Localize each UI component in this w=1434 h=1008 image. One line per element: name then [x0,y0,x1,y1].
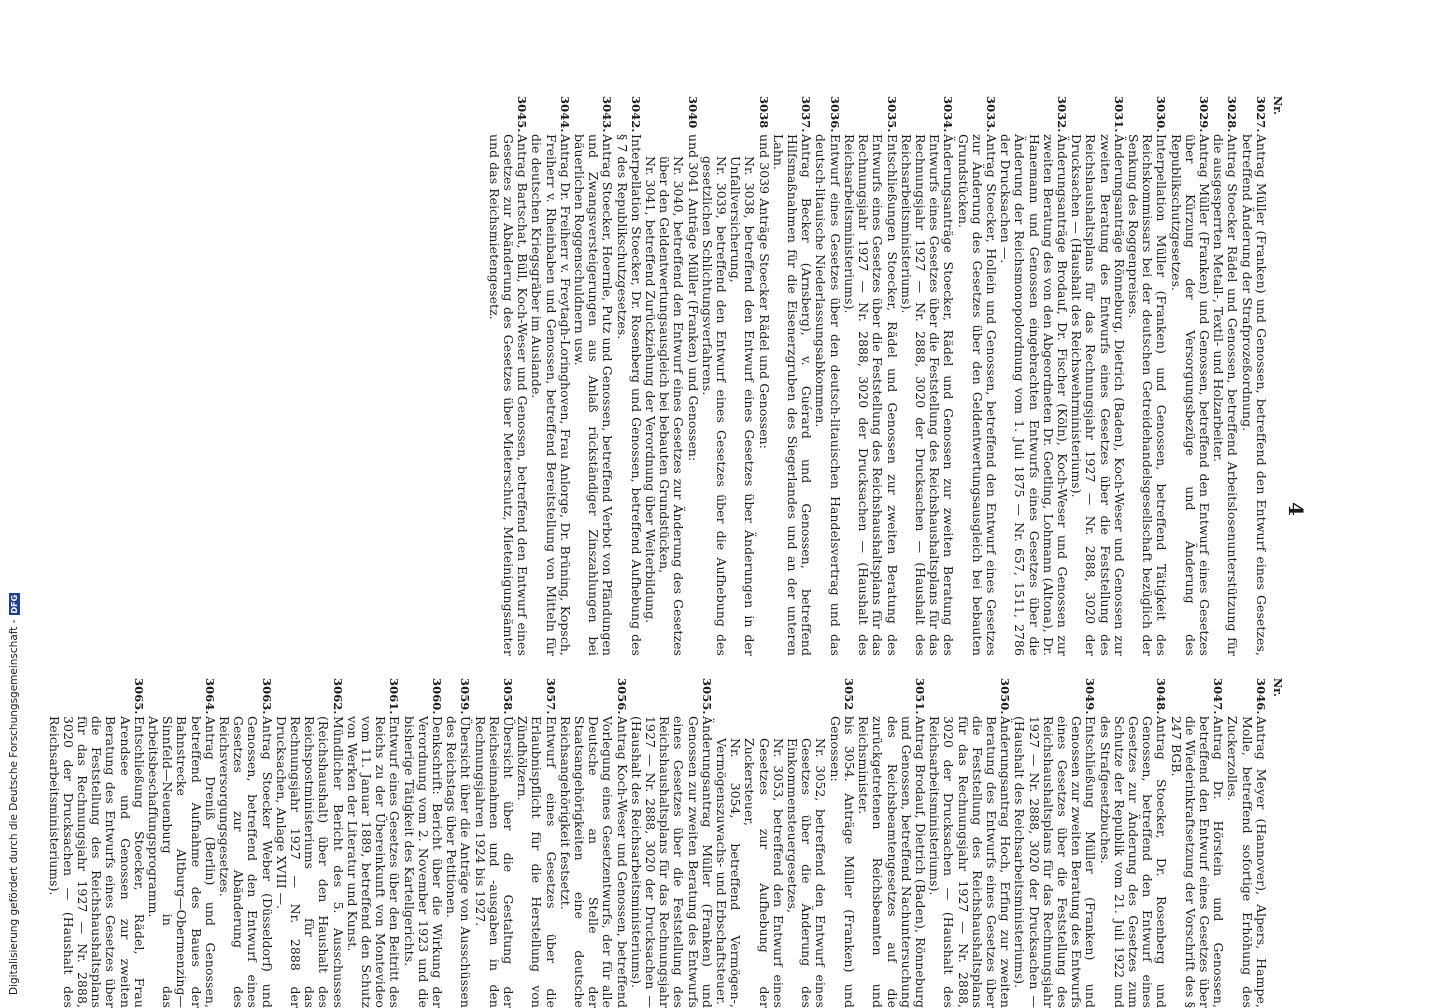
entry-number: 3052 [841,678,856,711]
entry-text: Antrag Stoecker Weber (Düsseldorf) und Genossen, betreffend den Entwurf eines Gesetzes zur Abänderung des Reichsversorgungsgesetzes. [216,716,275,1008]
entry [1168,678,1225,1008]
entry-number: 3036. [827,96,842,133]
entry [927,678,1012,1008]
right-column [46,678,1284,1008]
entry-text: Antrag Dr. Hörstein und Genossen, betreffend den Entwurf eines Gesetzes über die Wiederinkraftsetzung der Vorschrift des § 247 BGB. [1168,716,1227,1008]
entry-number: 3047. [1211,678,1226,715]
entry [529,96,572,656]
entry-text: Antrag Stoecker Rädel und Genossen, betreffend Arbeitslosenunterstützung für die ausgesperrten Metall-, Textil- und Holzarbeiter. [1211,134,1241,656]
entry-text: Antrag Meyer (Hannover), Alpers, Hampe, Molle, betreffend sofortige Erhöhung des Zuckerzolles. [1225,716,1269,1008]
entry-number: 3043. [600,96,615,133]
entry-number: 3050. [998,678,1013,715]
entry-text: Entschließung Stoecker, Rädel, Frau Arendsee und Genossen zur zweiten Beratung des Entwurfs eines Gesetzes über die Feststellung des Reichshaushaltsplans für das Rechnungsjahr 1927 — Nr. 2888, 3020 der Drucksachen — (Haushalt des Reichsarbeitsministeriums). [46,716,147,1008]
entry-text: Antrag Stoecker, Dr. Rosenberg und Genossen, betreffend den Entwurf eines Gesetzes zur Änderung des Gesetzes zum Schutze der Republik vom 21. Juli 1922 und des Strafgesetzbuches. [1097,716,1170,1008]
entry-subitem: Nr. 3039, betreffend den Entwurf eines Gesetzes über die Aufhebung des gesetzlichen Schlichtungsverfahrens. [699,156,730,656]
entry [828,678,856,1008]
footer-text: Digitalisierung gefördert durch die Deutsche Forschungsgemeinschaft - [8,619,20,995]
entry [813,96,841,656]
entry-subitem: Nr. 3041, betreffend Zurückziehung der Verordnung über Weiterbildung. [643,156,659,624]
entry [756,96,770,656]
entry [842,96,899,656]
entry-text: Antrag Bartschat, Büll, Koch-Weser und Genossen, betreffend den Entwurf eines Gesetzes zur Abänderung des Gesetzes über Mieterschutz, Mieteinigungsämter und das Reichsmietengesetz. [486,134,531,656]
entry [515,678,558,1008]
entry-text: Antrag Brodauf, Dietrich (Baden), Rönneburg und Genossen, betreffend Nachuntersuchung des Reichsbeamtengesetzes auf die zurückgetretenen Reichsbeamten und Reichsminister. [856,716,928,1008]
column-header: Nr. [1271,96,1284,115]
entry [558,678,629,1008]
entry-number: 3064. [202,678,217,715]
entry-number: 3060. [430,678,445,715]
entry [955,96,998,656]
entry-text: Übersicht über die Anträge von Ausschüssen des Reichstags über Petitionen. [444,716,474,1008]
entry-subitem: Nr. 3054, betreffend Vermögen-, Vermögenszuwachs- und Erbschaftsteuer. [714,738,744,1008]
entry [345,678,402,1008]
entry-number: 3040 [685,96,700,129]
entry-subitem: Nr. 3040, betreffend den Entwurf eines Gesetzes zur Änderung des Gesetzes über den Geldentwertungsausgleich bei bebauten Grundstücken, [657,156,687,656]
entry-text: Antrag Stoecker, Hoernle, Putz und Genossen, betreffend Verbot von Pfändungen und Zwangsversteigerungen aus Anlaß rückständiger Zinszahlungen bei bäuerlichen Roggenschuldnern usw. [572,134,616,656]
entry-number: 3063. [259,678,274,715]
entry-subitem: Nr. 3052, betreffend den Entwurf eines Gesetzes über die Änderung des Einkommensteuergesetzes, [785,738,829,1008]
entry-text: Denkschrift: Bericht über die Wirkung der Verordnung vom 2. November 1923 und die bisherige Tätigkeit des Kartellgerichts. [401,716,446,1008]
entry-number: 3038 [756,96,771,129]
entry-text: Änderungsanträge Brodauf, Dr. Fischer (Köln), Koch-Weser und Genossen zur zweiten Beratung des von den Abgeordneten Dr. Goetling, Lohmann (Altona), Dr. Hanemann und Genossen eingebrachten Entwurfs eines Gesetzes über die Änderung der Reichsmonopolordnung vom 1. Juli 1875 — Nr. 657, 1511, 2786 der Drucksachen —. [998,134,1070,656]
entry-text: Mündlicher Bericht des 5. Ausschusses (Reichshaushalt) über den Haushalt des Reichspostministeriums für das Rechnungsjahr 1927 — Nr. 2888 der Drucksachen, Anlage XVIII —. [273,716,346,1008]
entry-number: 3045. [515,96,530,133]
entry [1168,96,1211,656]
entry-text: Antrag Stoecker, Hollein und Genossen, betreffend den Entwurf eines Gesetzes zur Änderung des Gesetzes über den Geldentwertungsausgleich bei bebauten Grundstücken. [955,134,999,656]
entry [1126,96,1169,656]
entry-text: Entwurf eines Gesetzes über die Erlaubnispflicht für die Herstellung von Zündhölzern. [515,716,559,1008]
entry-number: 3059. [458,678,473,715]
entry [685,96,699,656]
entry [1225,678,1268,1008]
entry-text: Entschließung Müller (Franken) und Genossen zur zweiten Beratung des Entwurfs eines Gesetzes über die Feststellung des Reichshaushaltsplans für das Rechnungsjahr 1927 — Nr. 2888, 3020 der Drucksachen — (Haushalt des Reichsarbeitsministeriums). [1012,716,1099,1008]
entry-text: Entwurf eines Gesetzes über den deutsch-litauischen Handelsvertrag und das deutsch-litauische Niederlassungsabkommen. [813,134,843,656]
entry-text: Entwurf eines Gesetzes über den Beitritt des Reichs zu der Übereinkunft von Montevideo vom 11. Januar 1889, betreffend den Schutz von Werken der Literatur und Kunst. [344,716,403,1008]
entry-text: Antrag Koch-Weser und Genossen, betreffend Vorlegung eines Gesetzentwurfs, der für alle Deutsche an Stelle der Staatsangehörigkeiten eine deutsche Reichsangehörigkeit festsetzt. [557,716,630,1008]
entry-number: 3048. [1154,678,1169,715]
entry [46,678,145,1008]
entry-number: 3051. [912,678,927,715]
entry [856,678,927,1008]
entry [1239,96,1267,656]
entry-number: 3027. [1253,96,1268,133]
entry [572,96,615,656]
entry-text: Änderungsantrag Hoch, Erfing zur zweiten Beratung des Entwurfs eines Gesetzes über die Feststellung des Reichshaushaltsplans für das Rechnungsjahr 1927 — Nr. 2888, 3020 der Drucksachen — (Haushalt des Reichsarbeitsministeriums). [927,716,1014,1008]
entry-text: und 3041 Anträge Müller (Franken) und Genossen: [685,134,701,462]
page-number: 4 [1284,502,1308,516]
entry-text: Antrag Müller (Franken) und Genossen, betreffend den Entwurf eines Gesetzes über Kürzung der Versorgungsbezüge und Änderung des Republikschutzgesetzes. [1168,134,1212,656]
entry [401,678,444,1008]
entry [629,678,714,1008]
entry-number: 3046. [1253,678,1268,715]
entry-text: Übersicht über die Gestaltung der Reichseinnahmen und -ausgaben in den Rechnungsjahren 1924 bis 1927. [472,716,517,1008]
entry-number: 3065. [131,678,146,715]
entry-number: 3033. [983,96,998,133]
entry-number: 3031. [1111,96,1126,133]
entry [1211,96,1239,656]
document-page [46,96,1308,1008]
entry [998,96,1069,656]
entry-text: und 3039 Anträge Stoecker Rädel und Genossen: [756,134,772,449]
entry [444,678,472,1008]
entry-number: 3044. [557,96,572,133]
entry-text: Änderungsanträge Rönneburg, Dietrich (Baden), Koch-Weser und Genossen zur zweiten Beratung des Entwurfs eines Gesetzes über die Feststellung des Reichshaushaltsplans für das Rechnungsjahr 1927 — Nr. 2888, 3020 der Drucksachen — (Haushalt des Reichswehrministeriums). [1069,134,1127,656]
entry-text: Antrag Dreniß (Berlin) und Genossen, betreffend Aufnahme des Baues der Bahnstrecke Altburg—Obermenzing—Sinnfeld—Neuenburg in das Arbeitsbeschaffungsprogramm. [145,716,218,1008]
entry [614,96,642,656]
entry-number: 3037. [799,96,814,133]
entry-number: 3062. [330,678,345,715]
entry [472,678,515,1008]
entry-text: Interpellation Stoecker, Dr. Rosenberg und Genossen, betreffend Aufhebung des § 7 des Republikschutzgesetzes. [614,134,644,656]
entry-text: bis 3054. Anträge Müller (Franken) und Genossen: [827,716,857,1008]
entry-number: 3042. [628,96,643,133]
entry-number: 3032. [1054,96,1069,133]
entry-number: 3055. [699,678,714,715]
entry-text: Antrag Müller (Franken) und Genossen, betreffend den Entwurf eines Gesetzes, betreffend Änderung der Strafprozeßordnung. [1239,134,1269,656]
entry [1069,96,1126,656]
entry [1012,678,1097,1008]
entry-number: 3030. [1154,96,1169,133]
entry [217,678,274,1008]
entry-text: Entschließungen Stoecker, Rädel und Genossen zur zweiten Beratung des Entwurfs eines Gesetzes über die Feststellung des Reichshaushaltsplans für das Rechnungsjahr 1927 — Nr. 2888, 3020 der Drucksachen — (Haushalt des Reichsarbeitsministeriums). [841,134,900,656]
entry [1097,678,1168,1008]
entry-list [46,678,1267,1008]
entry-text: Änderungsantrag Müller (Franken) und Genossen zur zweiten Beratung des Entwurfs eines Gesetzes über die Feststellung des Reichshaushaltsplans für das Rechnungsjahr 1927 — Nr. 2888, 3020 der Drucksachen — (Haushalt des Reichsarbeitsministeriums). [628,716,715,1008]
entry-text: Antrag Dr. Freiherr v. Freytagh-Loringhoven, Frau Anlorge, Dr. Brüning, Kopsch, Freiherr v. Rheinbaben und Genossen, betreffend Bereitstellung von Mitteln für die deutschen Kriegsgräber im Auslande. [529,134,573,656]
entry-number: 3061. [387,678,402,715]
dfg-logo: DFG [9,594,19,614]
entry-number: 3056. [614,678,629,715]
entry-text: Interpellation Müller (Franken) und Genossen, betreffend Tätigkeit des Reichskommissars bei der deutschen Getreidehandelsgesellschaft bezüglich der Senkung des Roggenpreises. [1125,134,1170,656]
entry-subitem: Nr. 3053, betreffend den Entwurf eines Gesetzes zur Aufhebung der Zuckersteuer, [742,738,786,1008]
entry [771,96,814,656]
entry-number: 3034. [941,96,956,133]
entry-number: 3029. [1196,96,1211,133]
entry-number: 3028. [1225,96,1240,133]
entry-number: 3057. [543,678,558,715]
entry [899,96,956,656]
entry-list [487,96,1268,656]
left-column [487,96,1284,656]
entry [274,678,345,1008]
entry [146,678,217,1008]
entry-subitem: Nr. 3038, betreffend den Entwurf eines Gesetzes über Änderungen in der Unfallversicherung, [728,156,758,656]
column-header: Nr. [1271,678,1284,697]
entry-text: Antrag Becker (Arnsberg), v. Guérard und Genossen, betreffend Hilfsmaßnahmen für die Eisenerzgruben des Siegerlandes und an der unteren Lahn. [770,134,815,656]
entry-text: Änderungsanträge Stoecker, Rädel und Genossen zur zweiten Beratung des Entwurfs eines Gesetzes über die Feststellung des Reichshaushaltsplans für das Rechnungsjahr 1927 — Nr. 2888, 3020 der Drucksachen — (Haushalt des Reichsarbeitsministeriums). [898,134,957,656]
entry-number: 3035. [884,96,899,133]
entry-number: 3058. [501,678,516,715]
entry-number: 3049. [1083,678,1098,715]
entry [487,96,530,656]
footer-credit [8,375,20,995]
